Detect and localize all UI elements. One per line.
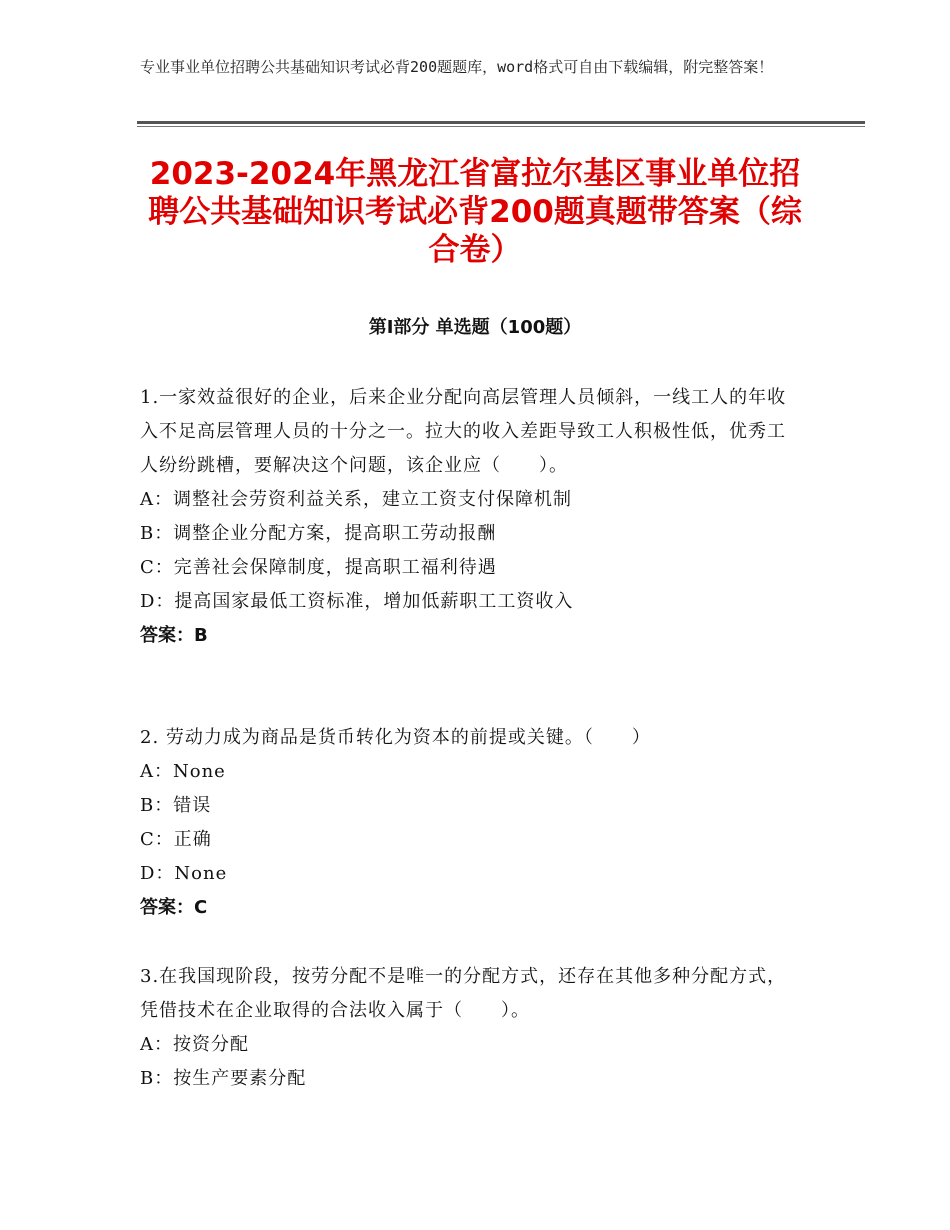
question-3 [140,960,800,1096]
question-stem: 1.一家效益很好的企业，后来企业分配向高层管理人员倾斜，一线工人的年收入不足高层管理人员的十分之一。拉大的收入差距导致工人积极性低，优秀工人纷纷跳槽，要解决这个问题，该企业应（ ）。 [140,387,787,476]
header-divider-thin [137,126,865,127]
question-stem: 3.在我国现阶段，按劳分配不是唯一的分配方式，还存在其他多种分配方式，凭借技术在企业取得的合法收入属于（ ）。 [140,966,787,1021]
question-1 [140,381,800,653]
question-2 [140,721,800,925]
option-b: B：调整企业分配方案，提高职工劳动报酬 [140,523,497,544]
question-stem: 2. 劳动力成为商品是货币转化为资本的前提或关键。（ ） [140,727,651,748]
section-title: 第Ⅰ部分 单选题（100题） [368,317,582,338]
option-a: A：None [140,761,226,782]
option-c: C：完善社会保障制度，提高职工福利待遇 [140,557,497,578]
document-title: 2023-2024年黑龙江省富拉尔基区事业单位招聘公共基础知识考试必背200题真题带答案（综合卷） [148,156,802,268]
option-b: B：按生产要素分配 [140,1068,307,1089]
option-a: A：调整社会劳资利益关系，建立工资支付保障机制 [140,489,572,510]
header-divider-thick [137,121,865,124]
option-c: C：正确 [140,829,212,850]
option-a: A：按资分配 [140,1034,249,1055]
option-b: B：错误 [140,795,212,816]
option-d: D：提高国家最低工资标准，增加低薪职工工资收入 [140,591,574,612]
answer: 答案：B [140,625,208,646]
option-d: D：None [140,863,228,884]
header-note: 专业事业单位招聘公共基础知识考试必背200题题库，word格式可自由下载编辑，附完整答案！ [140,58,774,76]
answer: 答案：C [140,897,208,918]
